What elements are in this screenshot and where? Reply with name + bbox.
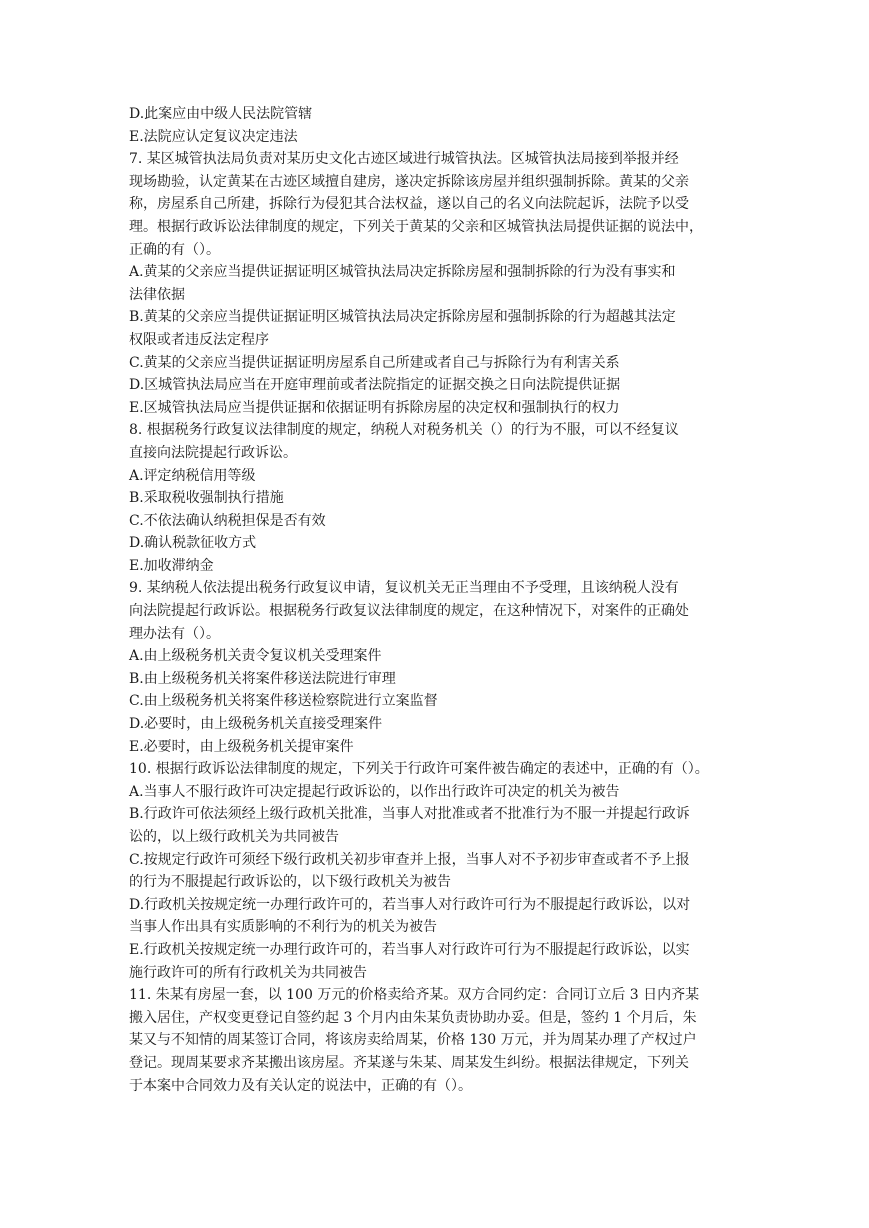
text-line: 10. 根据行政诉讼法律制度的规定，下列关于行政许可案件被告确定的表述中，正确的有（）。: [129, 761, 709, 778]
text-line: E.法院应认定复议决定违法: [129, 128, 298, 145]
text-line: B.黄某的父亲应当提供证据证明区城管执法局决定拆除房屋和强制拆除的行为超越其法定: [129, 309, 676, 326]
text-line: 搬入居住，产权变更登记自签约起 3 个月内由朱某负责协助办妥。但是，签约 1 个月后，朱: [129, 1009, 697, 1026]
text-line: E.区城管执法局应当提供证据和依据证明有拆除房屋的决定权和强制执行的权力: [129, 399, 620, 416]
text-line: B.由上级税务机关将案件移送法院进行审理: [129, 670, 396, 687]
option-e-q6: [129, 126, 749, 149]
text-line: D.此案应由中级人民法院管辖: [129, 106, 313, 122]
text-line: 当事人作出具有实质影响的不利行为的机关为被告: [129, 919, 437, 936]
text-line: 理办法有（）。: [129, 625, 220, 642]
text-line: A.黄某的父亲应当提供证据证明区城管执法局决定拆除房屋和强制拆除的行为没有事实和: [129, 264, 676, 281]
text-line: D.行政机关按规定统一办理行政许可的，若当事人对行政许可行为不服提起行政诉讼，以对: [129, 896, 691, 913]
question-10: [129, 758, 749, 781]
question-8: [129, 419, 749, 464]
text-line: 登记。现周某要求齐某搬出该房屋。齐某遂与朱某、周某发生纠纷。根据法律规定，下列关: [129, 1054, 689, 1071]
text-line: C.由上级税务机关将案件移送检察院进行立案监督: [129, 693, 438, 710]
text-line: E.加收滞纳金: [129, 557, 214, 574]
option-b-q8: [129, 487, 749, 510]
text-line: 7. 某区城管执法局负责对某历史文化古迹区域进行城管执法。区城管执法局接到举报并经: [129, 151, 679, 168]
question-9: [129, 577, 749, 645]
text-line: 现场勘验，认定黄某在古迹区域擅自建房，遂决定拆除该房屋并组织强制拆除。黄某的父亲: [129, 173, 689, 190]
text-line: A.评定纳税信用等级: [129, 467, 256, 484]
text-line: C.不依法确认纳税担保是否有效: [129, 512, 326, 529]
text-line: 于本案中合同效力及有关认定的说法中，正确的有（）。: [129, 1077, 472, 1094]
text-line: D.必要时，由上级税务机关直接受理案件: [129, 716, 383, 733]
text-line: 法律依据: [129, 286, 185, 303]
option-e-q8: [129, 555, 749, 578]
option-e-q9: [129, 736, 749, 759]
text-line: 某又与不知情的周某签订合同，将该房卖给周某，价格 130 万元，并为周某办理了产权过户: [129, 1032, 697, 1049]
text-line: C.黄某的父亲应当提供证据证明房屋系自己所建或者自己与拆除行为有利害关系: [129, 354, 620, 371]
text-line: 称，房屋系自己所建，拆除行为侵犯其合法权益，遂以自己的名义向法院起诉，法院予以受: [129, 196, 689, 213]
text-line: D.确认税款征收方式: [129, 535, 257, 552]
option-a-q9: [129, 645, 749, 668]
option-c-q7: [129, 352, 749, 375]
text-line: 9. 某纳税人依法提出税务行政复议申请，复议机关无正当理由不予受理，且该纳税人没有: [129, 580, 679, 597]
text-line: 权限或者违反法定程序: [129, 331, 269, 348]
question-7: [129, 148, 749, 261]
option-e-q10: [129, 939, 749, 984]
text-line: E.行政机关按规定统一办理行政许可的，若当事人对行政许可行为不服提起行政诉讼，以实: [129, 941, 690, 958]
option-d-q9: [129, 713, 749, 736]
option-d-q10: [129, 894, 749, 939]
text-line: 讼的，以上级行政机关为共同被告: [129, 829, 339, 845]
text-line: A.当事人不服行政许可决定提起行政诉讼的，以作出行政许可决定的机关为被告: [129, 783, 620, 800]
option-b-q10: [129, 803, 749, 848]
text-line: A.由上级税务机关责令复议机关受理案件: [129, 648, 382, 665]
option-b-q7: [129, 306, 749, 351]
text-line: 8. 根据税务行政复议法律制度的规定，纳税人对税务机关（）的行为不服，可以不经复议: [129, 422, 679, 439]
text-line: 施行政许可的所有行政机关为共同被告: [129, 964, 367, 981]
option-b-q9: [129, 668, 749, 691]
text-line: B.行政许可依法须经上级行政机关批准，当事人对批准或者不批准行为不服一并提起行政诉: [129, 806, 690, 823]
option-c-q9: [129, 690, 749, 713]
text-line: D.区城管执法局应当在开庭审理前或者法院指定的证据交换之日向法院提供证据: [129, 377, 621, 394]
option-d-q6: [129, 103, 749, 126]
option-c-q10: [129, 849, 749, 894]
question-11: [129, 984, 749, 1097]
text-line: 正确的有（）。: [129, 241, 220, 258]
text-line: 11. 朱某有房屋一套，以 100 万元的价格卖给齐某。双方合同约定：合同订立后 3 日内齐某: [129, 987, 700, 1004]
text-line: B.采取税收强制执行措施: [129, 490, 284, 507]
text-line: 的行为不服提起行政诉讼的，以下级行政机关为被告: [129, 874, 451, 891]
text-line: C.按规定行政许可须经下级行政机关初步审查并上报，当事人对不予初步审查或者不予上报: [129, 851, 690, 868]
text-line: E.必要时，由上级税务机关提审案件: [129, 738, 354, 755]
text-line: 直接向法院提起行政诉讼。: [129, 444, 297, 461]
option-e-q7: [129, 397, 749, 420]
text-line: 向法院提起行政诉讼。根据税务行政复议法律制度的规定，在这种情况下，对案件的正确处: [129, 603, 689, 620]
option-d-q8: [129, 532, 749, 555]
option-a-q7: [129, 261, 749, 306]
text-line: 理。根据行政诉讼法律制度的规定，下列关于黄某的父亲和区城管执法局提供证据的说法中，: [129, 218, 703, 235]
option-a-q10: [129, 781, 749, 804]
option-c-q8: [129, 510, 749, 533]
option-a-q8: [129, 465, 749, 488]
option-d-q7: [129, 374, 749, 397]
